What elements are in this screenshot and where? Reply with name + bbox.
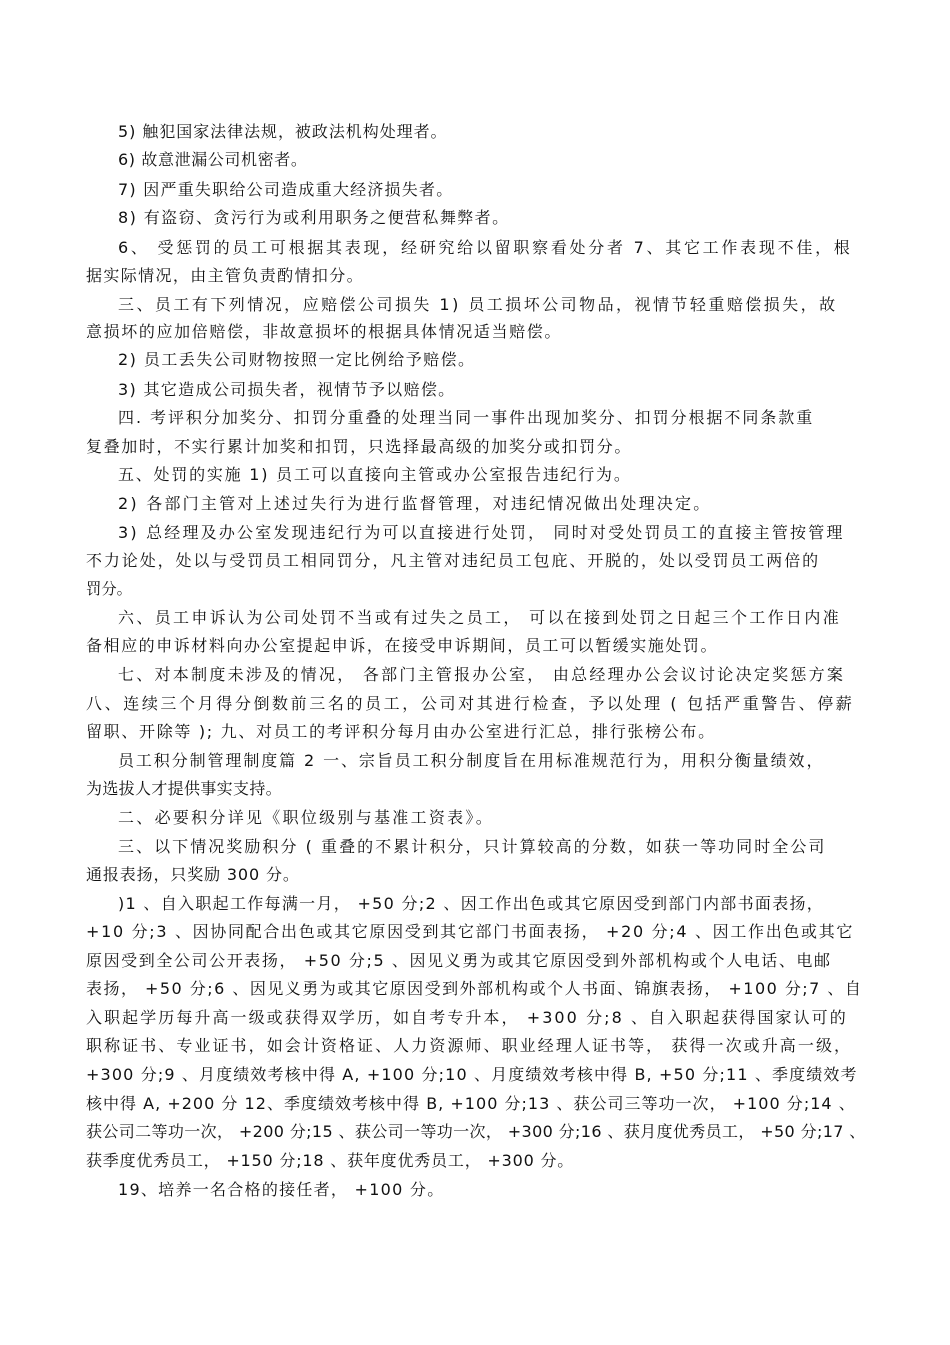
text-line: +300 分;9 、月度绩效考核中得 A, +100 分;10 、月度绩效考核中得 B, +50 分;11 、季度绩效考 [86,1065,858,1084]
text-line: +10 分;3 、因协同配合出色或其它原因受到其它部门书面表扬， +20 分;4 、因工作出色或其它 [86,922,855,941]
text-line: 3) 其它造成公司损失者，视情节予以赔偿。 [118,380,456,399]
text-line: 七、对本制度未涉及的情况， 各部门主管报办公室， 由总经理办公会议讨论决定奖惩方案 [118,665,846,684]
text-line: 7) 因严重失职给公司造成重大经济损失者。 [118,180,454,199]
text-line: 2) 员工丢失公司财物按照一定比例给予赔偿。 [118,350,476,369]
text-line: 获公司二等功一次， +200 分;15 、获公司一等功一次， +300 分;16 、获月度优秀员工， +50 分;17 、 [86,1122,866,1141]
text-line: 三、员工有下列情况，应赔偿公司损失 1) 员工损坏公司物品，视情节轻重赔偿损失，故 [118,295,838,314]
text-line: 不力论处，处以与受罚员工相同罚分，凡主管对违纪员工包庇、开脱的，处以受罚员工两倍的 [86,551,821,570]
text-line: 复叠加时，不实行累计加奖和扣罚，只选择最高级的加奖分或扣罚分。 [86,437,633,456]
text-line: 六、员工申诉认为公司处罚不当或有过失之员工， 可以在接到处罚之日起三个工作日内准 [118,608,842,627]
text-line: 表扬， +50 分;6 、因见义勇为或其它原因受到外部机构或个人书面、锦旗表扬， +100 分;7 、自 [86,979,863,998]
text-line: 5) 触犯国家法律法规，被政法机构处理者。 [118,122,448,141]
text-line: 二、必要积分详见《职位级别与基准工资表》。 [118,808,495,827]
text-line: 八、连续三个月得分倒数前三名的员工，公司对其进行检查，予以处理 ( 包括严重警告、停薪 [86,694,855,713]
text-line: 6、 受惩罚的员工可根据其表现，经研究给以留职察看处分者 7、其它工作表现不佳，根 [118,238,853,257]
text-line: 8) 有盗窃、贪污行为或利用职务之便营私舞弊者。 [118,208,510,227]
text-line: 三、以下情况奖励积分 ( 重叠的不累计积分，只计算较高的分数，如获一等功同时全公司 [118,837,827,856]
text-line: 备相应的申诉材料向办公室提起申诉，在接受申诉期间，员工可以暂缓实施处罚。 [86,636,719,655]
text-line: 四. 考评积分加奖分、扣罚分重叠的处理当同一事件出现加奖分、扣罚分根据不同条款重 [118,408,815,427]
text-line: 为选拔人才提供事实支持。 [86,779,283,798]
text-line: 五、处罚的实施 1) 员工可以直接向主管或办公室报告违纪行为。 [118,465,632,484]
text-line: 职称证书、专业证书，如会计资格证、人力资源师、职业经理人证书等， 获得一次或升高一级， [86,1036,853,1055]
text-line: 获季度优秀员工， +150 分;18 、获年度优秀员工， +300 分。 [86,1151,575,1170]
text-line: 意损坏的应加倍赔偿，非故意损坏的根据具体情况适当赔偿。 [86,322,563,341]
text-line: 留职、开除等 ); 九、对员工的考评积分每月由办公室进行汇总，排行张榜公布。 [86,722,716,741]
text-line: 3) 总经理及办公室发现违纪行为可以直接进行处罚， 同时对受处罚员工的直接主管按管理 [118,523,845,542]
text-line: 原因受到全公司公开表扬， +50 分;5 、因见义勇为或其它原因受到外部机构或个人电话、电邮 [86,951,832,970]
text-line: 员工积分制管理制度篇 2 一、宗旨员工积分制度旨在用标准规范行为，用积分衡量绩效， [118,751,825,770]
text-line: 19、培养一名合格的接任者， +100 分。 [118,1180,445,1199]
text-line: )1 、自入职起工作每满一月， +50 分;2 、因工作出色或其它原因受到部门内部书面表扬， [118,894,825,913]
text-line: 核中得 A, +200 分 12、季度绩效考核中得 B, +100 分;13 、获公司三等功一次， +100 分;14 、 [86,1094,856,1113]
text-line: 罚分。 [86,580,132,598]
text-line: 入职起学历每升高一级或获得双学历，如自考专升本， +300 分;8 、自入职起获得国家认可的 [86,1008,848,1027]
text-line: 据实际情况，由主管负责酌情扣分。 [86,266,365,285]
text-line: 通报表扬，只奖励 300 分。 [86,865,300,884]
text-line: 2) 各部门主管对上述过失行为进行监督管理，对违纪情况做出处理决定。 [118,494,712,513]
text-line: 6) 故意泄漏公司机密者。 [118,150,308,169]
